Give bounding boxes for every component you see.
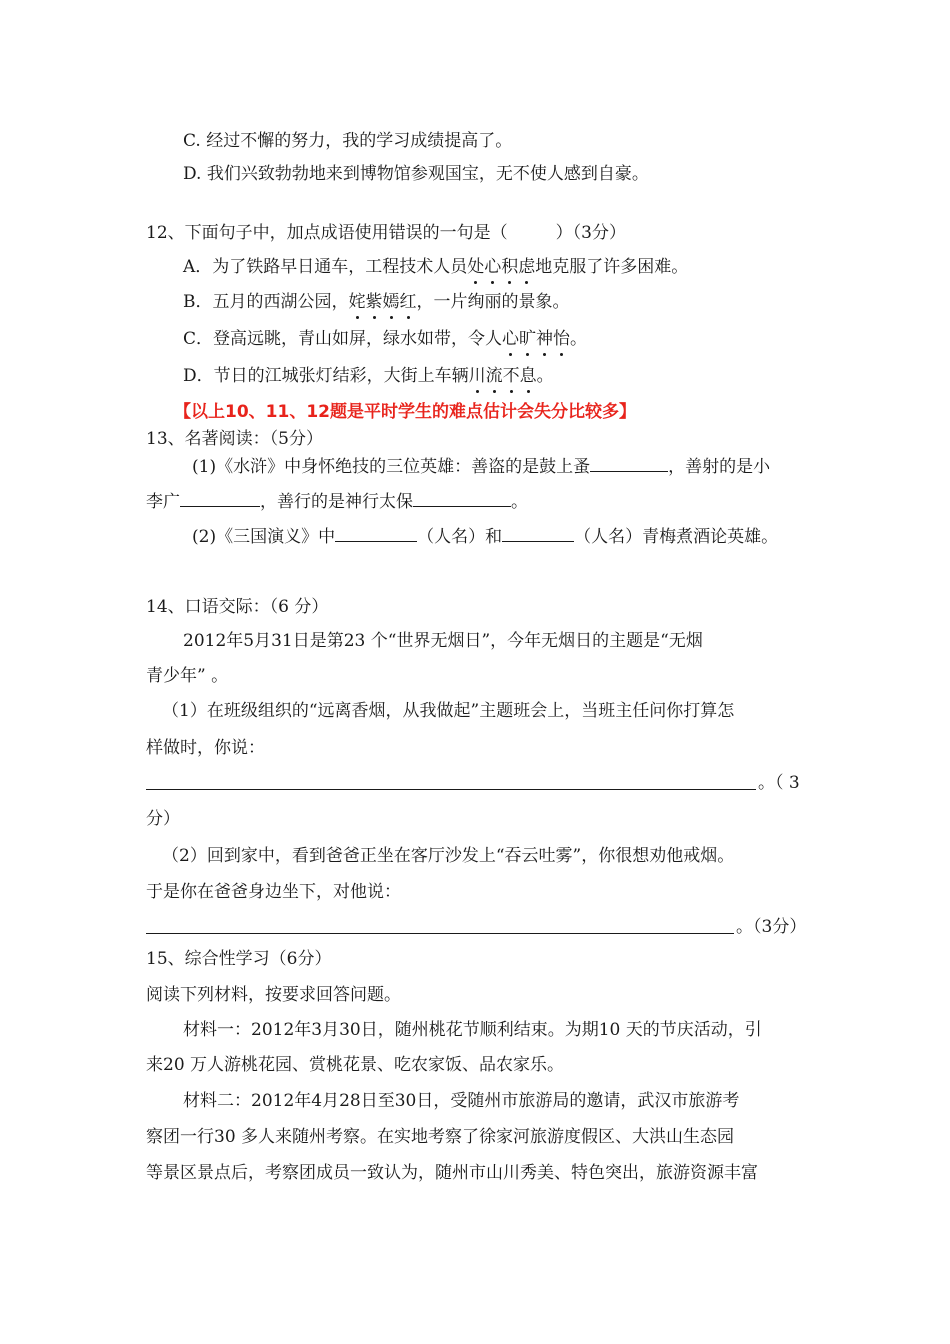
q14-s1-score-b: 分） [146,809,180,829]
answer-blank[interactable] [502,525,574,542]
q12-c-pre: C．登高远眺，青山如屏，绿水如带，令人 [183,329,503,349]
q15-material2-line3: 等景区景点后，考察团成员一致认为，随州市山川秀美、特色突出，旅游资源丰富 [146,1163,758,1183]
q15-material2-line2: 察团一行30 多人来随州考察。在实地考察了徐家河旅游度假区、大洪山生态园 [146,1127,735,1147]
q12-stem-text: 12、下面句子中，加点成语使用错误的一句是（ [146,223,508,243]
q14-s1-answer-line[interactable] [146,789,756,790]
dotted-char: 紫 [365,292,383,312]
q12-b-post: ，一片绚丽的景象。 [416,292,570,312]
dotted-char: 流 [485,366,503,386]
dotted-char: 红 [399,292,417,312]
q13-p1-a: (1)《水浒》中身怀绝技的三位英雄：善盗的是鼓上蚤 [192,457,591,477]
q11-option-c: C. 经过不懈的努力，我的学习成绩提高了。 [183,131,513,151]
q14-s2-score: 。（3分） [736,917,807,937]
dotted-char: 虑 [518,257,536,277]
q13-part1-line2 [146,490,528,513]
q12-stem-end: ）（3分） [555,223,626,243]
q15-material2-line1: 材料二：2012年4月28日至30日，受随州市旅游局的邀请，武汉市旅游考 [183,1091,740,1111]
q12-option-a [183,256,688,278]
dotted-char: 心 [484,257,502,277]
q15-title: 15、综合性学习（6分） [146,949,332,969]
q13-p1-d: ，善行的是神行太保 [260,492,413,512]
dotted-char: 旷 [519,329,537,349]
q15-instruction: 阅读下列材料，按要求回答问题。 [146,985,401,1005]
dotted-char: 嫣 [382,292,400,312]
q12-option-c [183,328,587,350]
dotted-char: 姹 [348,292,366,312]
dotted-char: 息 [519,366,537,386]
q12-a-pre: A．为了铁路早日通车，工程技术人员 [183,257,468,277]
q13-p2-c: （人名）青梅煮酒论英雄。 [574,527,779,547]
q12-d-post: 。 [536,366,554,386]
q14-s1-line1: （1）在班级组织的“远离香烟，从我做起”主题班会上，当班主任问你打算怎 [162,701,735,721]
q13-p1-c: 李广 [146,492,180,512]
q14-title: 14、口语交际：（6 分） [146,597,329,617]
q14-intro-line2: 青少年” 。 [146,666,229,686]
q14-intro-line1: 2012年5月31日是第23 个“世界无烟日”，今年无烟日的主题是“无烟 [183,631,703,651]
q13-part1-line1 [192,455,770,478]
q13-p1-e: 。 [511,492,528,512]
q13-part2 [192,525,778,548]
q12-option-b [183,291,570,313]
dotted-char: 川 [468,366,486,386]
dotted-char: 神 [536,329,554,349]
q12-a-post: 地克服了许多困难。 [535,257,689,277]
answer-blank[interactable] [590,455,668,472]
q14-s2-line2: 于是你在爸爸身边坐下，对他说： [146,882,401,902]
q12-c-post: 。 [570,329,588,349]
q15-material1-line2: 来20 万人游桃花园、赏桃花景、吃农家饭、品农家乐。 [146,1055,565,1075]
dotted-char: 心 [502,329,520,349]
q12-stem [146,222,626,244]
q13-p1-b: ，善射的是小 [668,457,771,477]
answer-blank[interactable] [180,490,260,507]
answer-blank[interactable] [335,525,417,542]
dotted-char: 积 [501,257,519,277]
q14-s2-answer-line[interactable] [146,933,734,934]
q11-option-d: D. 我们兴致勃勃地来到博物馆参观国宝，无不使人感到自豪。 [183,164,649,184]
answer-blank[interactable] [413,490,511,507]
q13-p2-b: （人名）和 [417,527,503,547]
q12-option-d [183,365,554,387]
q14-s1-line2: 样做时，你说： [146,738,265,758]
q14-s1-score-a: 。（ 3 [758,773,800,793]
q13-p2-a: (2)《三国演义》中 [192,527,336,547]
difficulty-note: 【以上10、11、12题是平时学生的难点估计会失分比较多】 [174,402,636,422]
q15-material1-line1: 材料一：2012年3月30日，随州桃花节顺利结束。为期10 天的节庆活动，引 [183,1020,762,1040]
dotted-char: 不 [502,366,520,386]
dotted-char: 处 [467,257,485,277]
q12-d-pre: D．节日的江城张灯结彩，大街上车辆 [183,366,469,386]
dotted-char: 怡 [553,329,571,349]
q12-b-pre: B．五月的西湖公园， [183,292,349,312]
q14-s2-line1: （2）回到家中，看到爸爸正坐在客厅沙发上“吞云吐雾”，你很想劝他戒烟。 [162,846,735,866]
q13-title: 13、名著阅读：（5分） [146,429,323,449]
